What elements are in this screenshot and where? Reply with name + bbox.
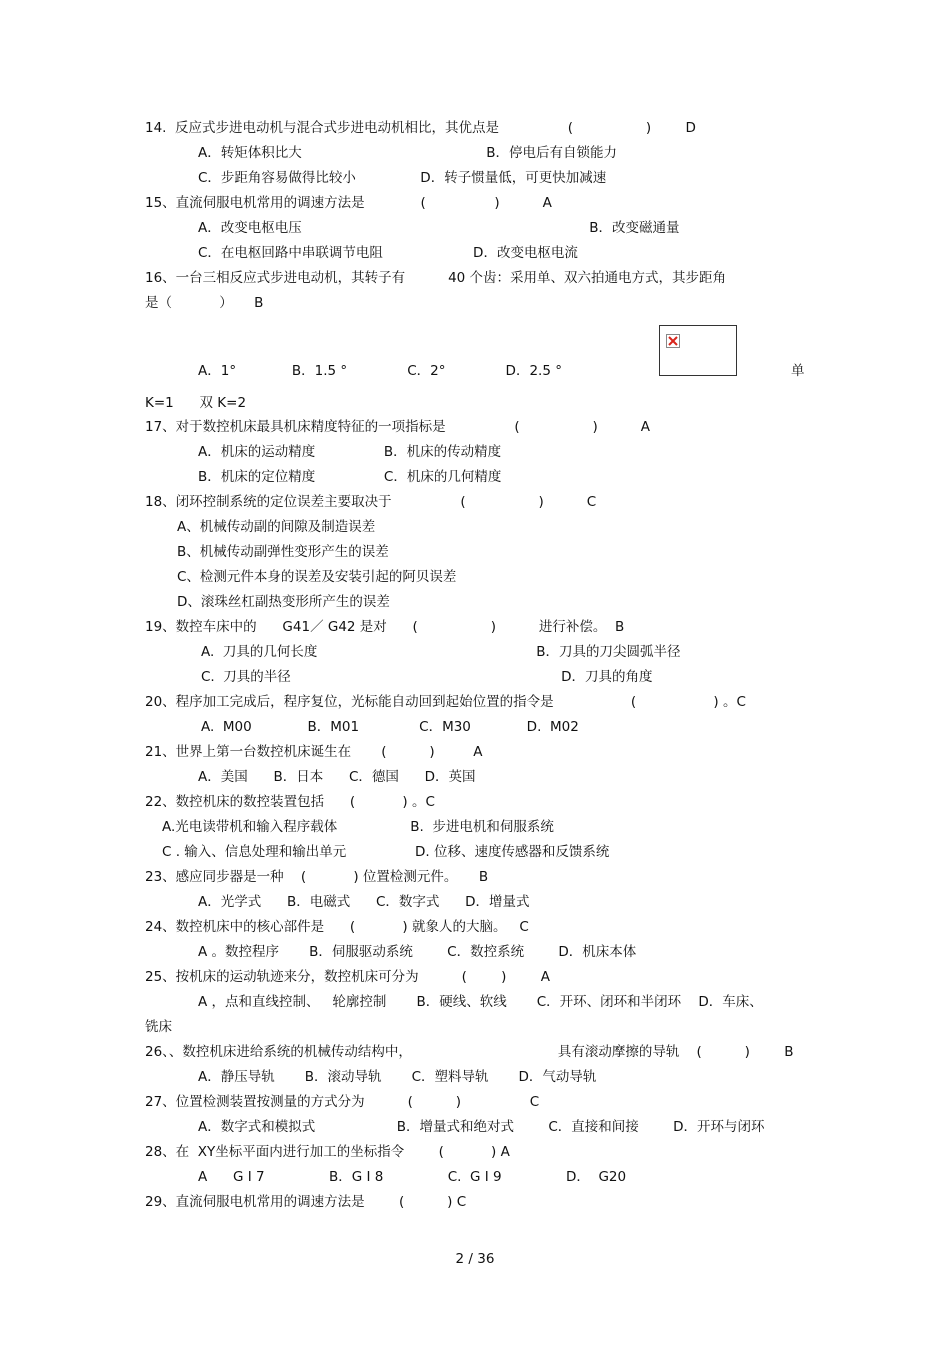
question-17-options-row2: B．机床的定位精度 C．机床的几何精度 <box>198 469 502 485</box>
question-25-options: A ，点和直线控制、 轮廓控制 B．硬线、软线 C．开环、闭环和半闭环 D．车床、 <box>198 994 763 1010</box>
question-24: 24、数控机床中的核心部件是 ( ) 就象人的大脑。 C <box>145 919 529 935</box>
question-15: 15、直流伺服电机常用的调速方法是 ( ) A <box>145 195 552 211</box>
question-26: 26、、数控机床进给系统的机械传动结构中， 具有滚动摩擦的导轨 ( ) B <box>145 1044 794 1060</box>
question-24-options: A 。数控程序 B．伺服驱动系统 C．数控系统 D．机床本体 <box>198 944 637 960</box>
question-18: 18、闭环控制系统的定位误差主要取决于 ( ) C <box>145 494 597 510</box>
question-15-options-row1: A．改变电枢电压 B．改变磁通量 <box>198 220 680 236</box>
question-15-options-row2: C．在电枢回路中串联调节电阻 D．改变电枢电流 <box>198 245 578 261</box>
question-16: 16、一台三相反应式步进电动机，其转子有 40 个齿：采用单、双六拍通电方式，其步距角 <box>145 270 727 286</box>
question-29: 29、直流伺服电机常用的调速方法是 ( ) C <box>145 1194 467 1210</box>
question-25-options-continued: 铣床 <box>145 1019 172 1035</box>
page-number: 2 / 36 <box>455 1251 495 1267</box>
missing-image-placeholder <box>659 325 737 376</box>
question-16-options: A．1° B．1.5 ° C．2° D．2.5 ° <box>198 363 562 379</box>
question-22-options-row2: C . 输入、信息处理和输出单元 D. 位移、速度传感器和反馈系统 <box>162 844 610 860</box>
broken-image-icon <box>666 334 680 348</box>
question-18-option-b: B、机械传动副弹性变形产生的误差 <box>177 544 389 560</box>
question-19: 19、数控车床中的 G41／ G42 是对 ( ) 进行补偿。 B <box>145 619 625 635</box>
question-17-options-row1: A．机床的运动精度 B．机床的传动精度 <box>198 444 502 460</box>
question-22: 22、数控机床的数控装置包括 ( ) 。C <box>145 794 435 810</box>
question-18-option-c: C、检测元件本身的误差及安装引起的阿贝误差 <box>177 569 457 585</box>
question-28-options: A G I 7 B．G I 8 C. G I 9 D． G20 <box>198 1169 627 1185</box>
question-19-options-row1: A. 刀具的几何长度 B．刀具的刀尖圆弧半径 <box>201 644 681 660</box>
question-28: 28、在 XY坐标平面内进行加工的坐标指令 ( ) A <box>145 1144 510 1160</box>
question-27: 27、位置检测装置按测量的方式分为 ( ) C <box>145 1094 540 1110</box>
question-21: 21、世界上第一台数控机床诞生在 ( ) A <box>145 744 483 760</box>
question-23-options: A．光学式 B．电磁式 C．数字式 D．增量式 <box>198 894 530 910</box>
question-23: 23、感应同步器是一种 ( ) 位置检测元件。 B <box>145 869 489 885</box>
question-14-options-row2: C．步距角容易做得比较小 D．转子惯量低，可更快加减速 <box>198 170 607 186</box>
question-16-continued: 是（ ） B <box>145 295 264 311</box>
question-27-options: A．数字式和模拟式 B．增量式和绝对式 C．直接和间接 D．开环与闭环 <box>198 1119 765 1135</box>
question-16-note-k: K=1 双 K=2 <box>145 395 247 411</box>
question-25: 25、按机床的运动轨迹来分，数控机床可分为 ( ) A <box>145 969 551 985</box>
question-18-option-d: D、滚珠丝杠副热变形所产生的误差 <box>177 594 390 610</box>
question-18-option-a: A、机械传动副的间隙及制造误差 <box>177 519 376 535</box>
question-17: 17、对于数控机床最具机床精度特征的一项指标是 ( ) A <box>145 419 650 435</box>
question-16-note-dan: 单 <box>791 363 805 379</box>
question-14-options-row1: A．转矩体积比大 B．停电后有自锁能力 <box>198 145 618 161</box>
question-26-options: A．静压导轨 B．滚动导轨 C．塑料导轨 D．气动导轨 <box>198 1069 597 1085</box>
question-22-options-row1: A.光电读带机和输入程序载体 B. 步进电机和伺服系统 <box>162 819 554 835</box>
question-19-options-row2: C. 刀具的半径 D．刀具的角度 <box>201 669 653 685</box>
question-14: 14. 反应式步进电动机与混合式步进电动机相比，其优点是 ( ) D <box>145 120 696 136</box>
question-20: 20、程序加工完成后，程序复位，光标能自动回到起始位置的指令是 ( ) 。C <box>145 694 746 710</box>
question-21-options: A．美国 B．日本 C．德国 D．英国 <box>198 769 476 785</box>
question-20-options: A. M00 B．M01 C．M30 D. M02 <box>201 719 579 735</box>
